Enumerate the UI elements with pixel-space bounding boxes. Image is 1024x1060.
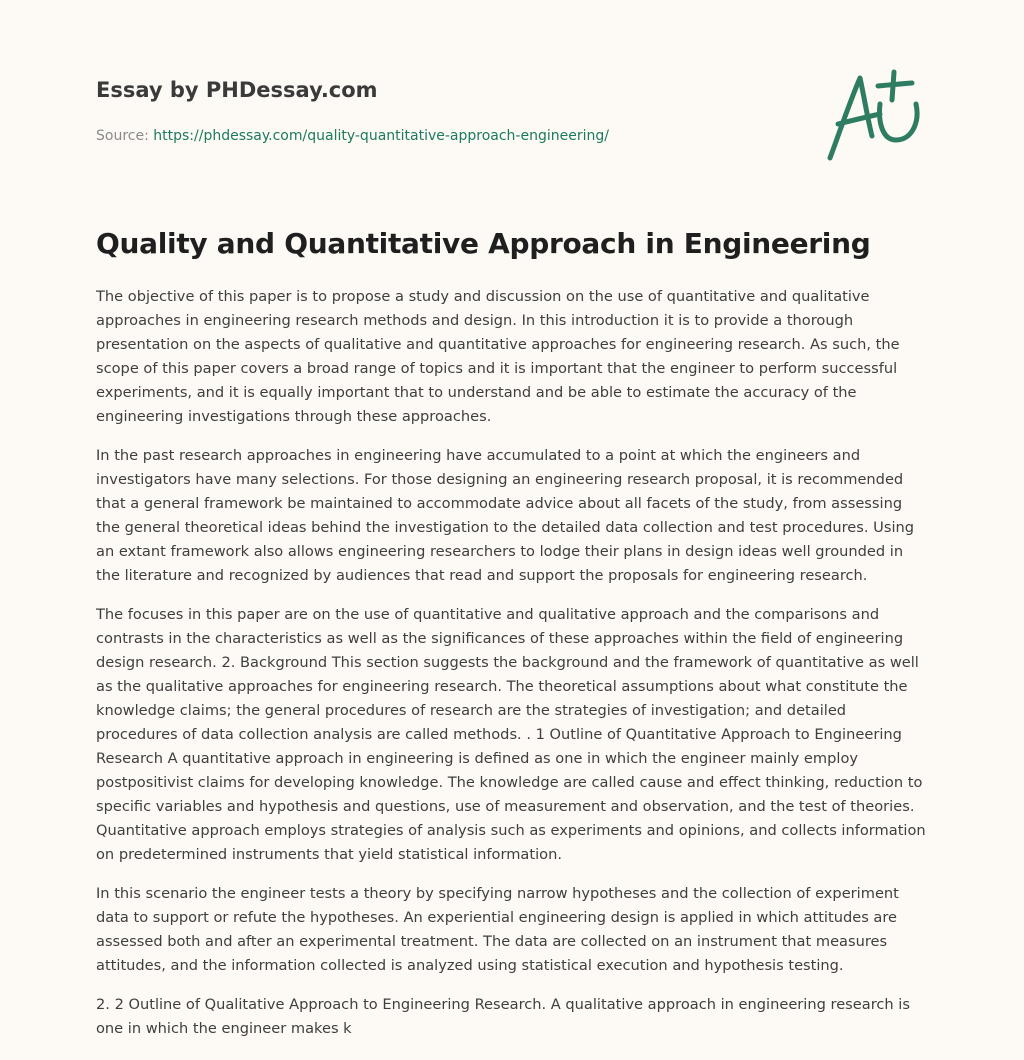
a-plus-logo-icon: [820, 66, 930, 166]
essay-header: [96, 74, 796, 146]
a-plus-logo-svg: [820, 66, 930, 166]
paragraph: In the past research approaches in engineering have accumulated to a point at which the engineers and investigators have many selections. For those designing an engineering research proposal, it is recommended that a general framework be maintained to accommodate advice about all facets of the study, from assessing the general theoretical ideas behind the investigation to the detailed data collection and test procedures. Using an extant framework also allows engineering researchers to lodge their plans in design ideas well grounded in the literature and recognized by audiences that read and support the proposals for engineering research.: [96, 447, 915, 584]
paragraph: In this scenario the engineer tests a theory by specifying narrow hypotheses and the collection of experiment data to support or refute the hypotheses. An experiential engineering design is applied in which attitudes are assessed both and after an experimental treatment. The data are collected on an instrument that measures attitudes, and the information collected is analyzed using statistical execution and hypothesis testing.: [96, 885, 899, 974]
article-title: Quality and Quantitative Approach in Engineering: [96, 227, 871, 260]
paragraph: 2. 2 Outline of Qualitative Approach to Engineering Research. A qualitative approach in engineering research is one in which the engineer makes k: [96, 996, 910, 1037]
brand-title: Essay by PHDessay.com: [96, 78, 378, 102]
paragraph: The objective of this paper is to propose a study and discussion on the use of quantitative and qualitative approaches in engineering research methods and design. In this introduction it is to provide a thorough presentation on the aspects of qualitative and quantitative approaches for engineering research. As such, the scope of this paper covers a broad range of topics and it is important that the engineer to perform successful experiments, and it is equally important that to understand and be able to estimate the accuracy of the engineering investigations through these approaches.: [96, 288, 900, 425]
source-line: [96, 126, 796, 146]
article-body: [96, 285, 930, 1056]
source-link[interactable]: https://phdessay.com/quality-quantitative-approach-engineering/: [153, 128, 609, 144]
paragraph: The focuses in this paper are on the use of quantitative and qualitative approach and the comparisons and contrasts in the characteristics as well as the significances of these approaches within the field of engineering design research. 2. Background This section suggests the background and the framework of quantitative as well as the qualitative approaches for engineering research. The theoretical assumptions about what constitute the knowledge claims; the general procedures of research are the strategies of investigation; and detailed procedures of data collection analysis are called methods. . 1 Outline of Quantitative Approach to Engineering Research A quantitative approach in engineering is defined as one in which the engineer mainly employ postpositivist claims for developing knowledge. The knowledge are called cause and effect thinking, reduction to specific variables and hypothesis and questions, use of measurement and observation, and the test of theories. Quantitative approach employs strategies of analysis such as experiments and opinions, and collects information on predetermined instruments that yield statistical information.: [96, 606, 926, 863]
source-label: Source:: [96, 128, 149, 144]
